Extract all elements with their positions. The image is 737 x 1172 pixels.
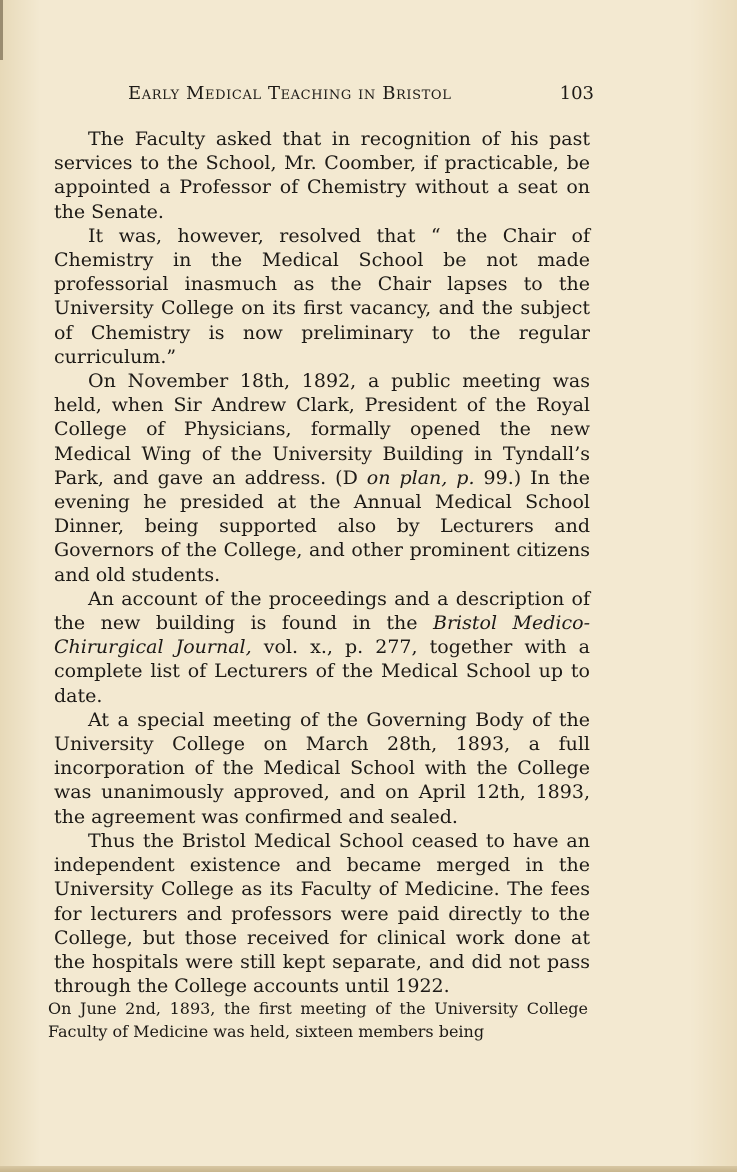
paragraph-incorporation: At a special meeting of the Governing Body of the University College on March 28th, 1893, a full incorporation of the Medical School with the College was unanimously approved, and on April 12th, 1893, the agreement was confirmed and sealed.	[54, 708, 590, 828]
paragraph-public-meeting-italic: on plan, p.	[366, 466, 475, 489]
running-title: Early Medical Teaching in Bristol	[128, 83, 452, 104]
binding-edge	[0, 0, 3, 60]
smaller-text-block	[48, 997, 588, 1043]
paragraph-chair-resolution: It was, however, resolved that “ the Chair of Chemistry in the Medical School be not made professorial inasmuch as the Chair lapses to the University College on its first vacancy, and the subject of Chemistry is now preliminary to the regular curriculum.”	[54, 224, 590, 368]
paragraph-coomber: The Faculty asked that in recognition of his past services to the School, Mr. Coomber, if practicable, be appointed a Professor of Chemistry without a seat on the Senate.	[54, 128, 590, 223]
paragraph-public-meeting-part1: On November 18th, 1892, a public meeting was held, when Sir Andrew Clark, President of the Royal College of Physicians, formally opened the new Medical Wing of the University Building in Tyndall’s Park, and gave an address. (D	[54, 370, 590, 489]
paragraph-account	[54, 587, 590, 708]
paragraph-merger: Thus the Bristol Medical School ceased to have an independent existence and became merged in the University College as its Faculty of Medicine. The fees for lecturers and professors were paid directly to the College, but those received for clinical work done at the hospitals were still kept separate, and did not pass through the College accounts until 1922.	[54, 829, 590, 998]
body-text	[54, 127, 590, 998]
page-bottom-edge	[0, 1166, 737, 1172]
journal-title: Bristol Medico-Chirurgical Journal,	[54, 612, 590, 659]
paragraph-account-part2: vol. x., p. 277, together with a complete list of Lecturers of the Medical School up to date.	[54, 636, 590, 707]
page-number: 103	[559, 83, 594, 104]
paragraph-account-part1: An account of the proceedings and a description of the new building is found in the	[54, 587, 590, 635]
paragraph-public-meeting	[54, 369, 590, 587]
paragraph-first-meeting: On June 2nd, 1893, the first meeting of the University College Faculty of Medicine was held, sixteen members being	[48, 999, 588, 1041]
paragraph-public-meeting-part2: 99.) In the evening he presided at the Annual Medical School Dinner, being supported also by Lecturers and Governors of the College, and other prominent citizens and old students.	[54, 466, 590, 586]
